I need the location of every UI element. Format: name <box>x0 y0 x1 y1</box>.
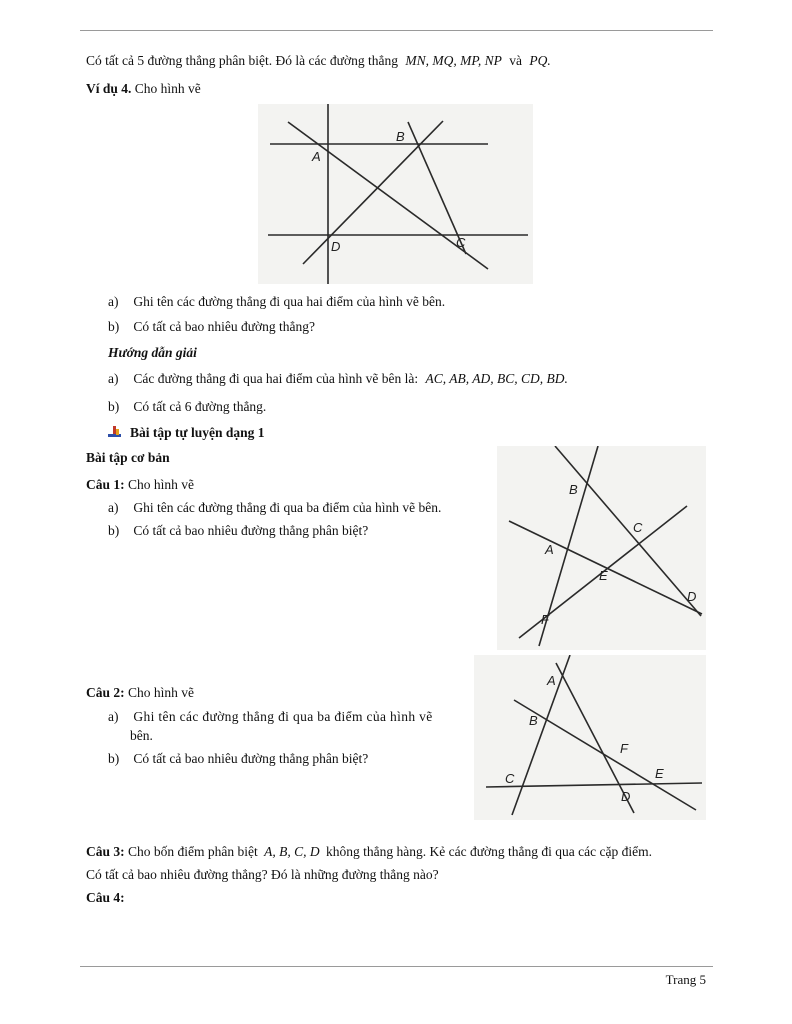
q1-item-b: b) Có tất cả bao nhiêu đường thẳng phân biệt? <box>108 523 369 538</box>
footer-rule <box>80 966 713 967</box>
example4-question-b: b) Có tất cả bao nhiêu đường thẳng? <box>108 319 316 334</box>
q1-label-b: B <box>569 482 578 497</box>
q2-label-c: C <box>505 771 515 786</box>
example4-answer-a: a) Các đường thẳng đi qua hai điểm của hình vẽ bên là: AC, AB, AD, BC, CD, BD. <box>108 371 568 386</box>
example4-heading: Ví dụ 4. Cho hình vẽ <box>86 81 201 96</box>
example4-label-b: B <box>396 129 405 144</box>
q1-item-a: a) Ghi tên các đường thẳng đi qua ba điểm của hình vẽ bên. <box>108 500 442 515</box>
example4-label-c: C <box>456 235 466 250</box>
example4-figure <box>258 104 533 284</box>
q2-label-d: D <box>621 789 631 804</box>
q2-figure <box>474 655 706 820</box>
example4-question-a: a) Ghi tên các đường thẳng đi qua hai điểm của hình vẽ bên. <box>108 294 446 309</box>
q2-item-b: b) Có tất cả bao nhiêu đường thẳng phân biệt? <box>108 751 369 766</box>
q2-item-a-cont: bên. <box>130 728 153 743</box>
q1-label-e: E <box>599 568 608 583</box>
q1-figure <box>497 446 706 650</box>
q2-heading: Câu 2: Cho hình vẽ <box>86 685 195 700</box>
intro-line: Có tất cả 5 đường thẳng phân biệt. Đó là các đường thẳng MN, MQ, MP, NP và PQ. <box>86 53 551 68</box>
practice-section-title: Bài tập tự luyện dạng 1 <box>108 424 265 442</box>
q1-label-a: A <box>545 542 554 557</box>
guide-title: Hướng dẫn giải <box>108 345 197 360</box>
q1-label-c: C <box>633 520 643 535</box>
q2-item-a: a) Ghi tên các đường thẳng đi qua ba điểm của hình vẽ <box>108 709 433 724</box>
q4-heading: Câu 4: <box>86 890 125 905</box>
practice-subtitle: Bài tập cơ bản <box>86 450 170 465</box>
example4-label-a: A <box>312 149 321 164</box>
q3-line1: Câu 3: Cho bốn điểm phân biệt A, B, C, D không thẳng hàng. Kẻ các đường thẳng đi qua các cặp điểm. <box>86 844 652 859</box>
page-number: Trang 5 <box>665 972 706 987</box>
intro-lines: MN, MQ, MP, NP <box>405 53 502 68</box>
q2-label-a: A <box>547 673 556 688</box>
q1-label-d: D <box>687 589 697 604</box>
header-rule <box>80 30 713 31</box>
example4-label-d: D <box>331 239 341 254</box>
q1-label-f: F <box>541 612 549 627</box>
q2-label-e: E <box>655 766 664 781</box>
q2-label-b: B <box>529 713 538 728</box>
q3-line2: Có tất cả bao nhiêu đường thẳng? Đó là những đường thẳng nào? <box>86 867 439 882</box>
q1-heading: Câu 1: Cho hình vẽ <box>86 477 195 492</box>
example4-answer-b: b) Có tất cả 6 đường thẳng. <box>108 399 267 414</box>
pencil-icon <box>108 425 122 437</box>
q2-label-f: F <box>620 741 628 756</box>
